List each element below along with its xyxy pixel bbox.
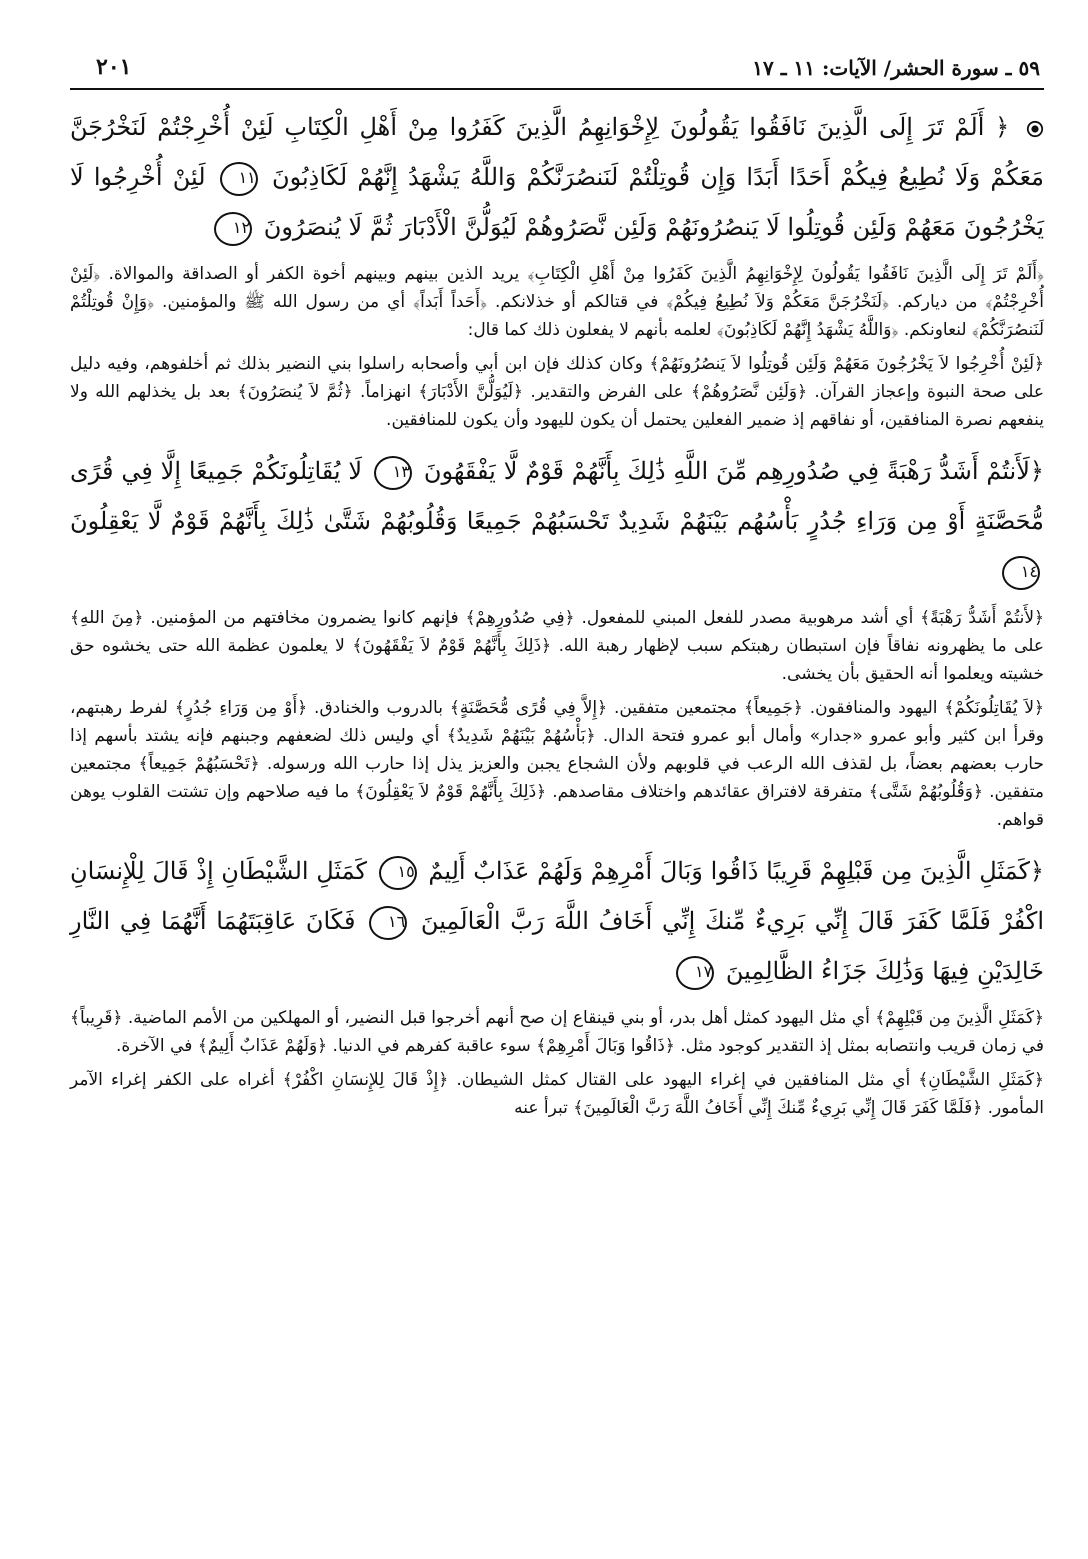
page [70,48,1044,1539]
verse-line: لَنَخْرُجَنَّ مَعَكُمْ وَلَا نُطِيعُ فِيكُمْ أَحَدًا أَبَدًا وَإِن قُوتِلْتُمْ لَنَنصُرَنَّكُمْ وَاللَّهُ يَشْهَدُ إِنَّهُمْ لَكَاذِبُونَ [70,113,1045,191]
quran-verse-block [70,846,1044,996]
verse-line: كَمَثَلِ الشَّيْطَانِ إِذْ قَالَ لِلْإِنسَانِ اكْفُرْ فَلَمَّا كَفَرَ قَالَ إِنِّي بَرِيءٌ مِّنكَ إِنِّي أَخَافُ اللَّهَ رَبَّ الْعَالَمِينَ [70,857,1044,935]
verse-line: لَا يُقَاتِلُونَكُمْ جَمِيعًا إِلَّا فِي قُرًى مُّحَصَّنَةٍ أَوْ مِن وَرَاءِ جُدُرٍ بَأْسُهُم بَيْنَهُمْ شَدِيدٌ تَحْسَبُهُمْ جَمِيعًا وَقُلُوبُهُمْ شَتَّىٰ ذَٰلِكَ بِأَنَّهُمْ قَوْمٌ لَّا [70,457,1044,535]
ayah-number-marker: ١٣ [374,456,412,490]
verse-line: يَعْقِلُونَ [70,507,139,535]
verse-line: ﴿لَأَنتُمْ أَشَدُّ رَهْبَةً فِي صُدُورِهِم مِّنَ اللَّهِ ذَٰلِكَ بِأَنَّهُمْ قَوْمٌ لَّا يَفْقَهُونَ [423,457,1044,485]
commentary-paragraph: ﴿لَئِنْ أُخْرِجُوا لاَ يَخْرُجُونَ مَعَهُمْ وَلَئِن قُوتِلُوا لاَ يَنصُرُونَهُمْ﴾ وكان كذلك فإن ابن أبي وأصحابه راسلوا بني النضير بذلك ثم أخلفوهم، وفيه دليل على صحة النبوة وإعجاز القرآن. ﴿وَلَئِن نَّصَرُوهُمْ﴾ على الفرض والتقدير. ﴿لَيُوَلُّنَّ الأَدْبَارَ﴾ انهزاماً. ﴿ثُمَّ لاَ يُنصَرُونَ﴾ بعد بل يخذلهم الله ولا ينفعهم نصرة المنافقين، أو نفاقهم إذ ضمير الفعلين يحتمل أن يكون لليهود وأن يكون للمنافقين. [70,354,1044,430]
quran-verse-block [70,446,1044,596]
page-number: ٢٠١ [96,54,132,80]
page-header [70,48,1044,90]
verse-line: لَئِنْ أُخْرِجُوا لَا يَخْرُجُونَ مَعَهُمْ وَلَئِن قُوتِلُوا لَا يَنصُرُونَهُمْ وَلَئِن نَّصَرُوهُمْ لَيُوَلُّنَّ الْأَدْبَارَ ثُمَّ لَا يُنصَرُونَ [70,163,1044,241]
commentary-paragraph: ﴿كَمَثَلِ الَّذِينَ مِن قَبْلِهِمْ﴾ أي مثل اليهود كمثل أهل بدر، أو بني قينقاع إن صح أنهم أخرجوا قبل النضير، أو المهلكين من الأمم الماضية. ﴿قَرِيباً﴾ في زمان قريب وانتصابه بمثل إذ التقدير كوجود مثل. ﴿ذَاقُوا وَبَالَ أَمْرِهِمْ﴾ سوء عاقبة كفرهم في الدنيا. ﴿وَلَهُمْ عَذَابٌ أَلِيمٌ﴾ في الآخرة. [70,1008,1044,1056]
verse-line: ﴿ أَلَمْ تَرَ إِلَى الَّذِينَ نَافَقُوا يَقُولُونَ لِإِخْوَانِهِمُ الَّذِينَ كَفَرُوا مِنْ أَهْلِ الْكِتَابِ لَئِنْ أُخْرِجْتُمْ [157,113,1010,141]
verse-line: ﴿كَمَثَلِ الَّذِينَ مِن قَبْلِهِمْ قَرِيبًا ذَاقُوا وَبَالَ أَمْرِهِمْ وَلَهُمْ عَذَابٌ أَلِيمٌ [428,857,1044,885]
ayah-number-marker: ١٢ [214,212,252,246]
ayah-number-marker: ١٧ [676,956,714,990]
commentary-paragraph: ﴿أَلَمْ تَرَ إِلَى الَّذِينَ نَافَقُوا يَقُولُونَ لِإِخْوَانِهِمُ الَّذِينَ كَفَرُوا مِنْ أَهْلِ الْكِتَابِ﴾ يريد الذين بينهم وبينهم أخوة الكفر أو الصداقة والموالاة. ﴿لَئِنْ أُخْرِجْتُمْ﴾ من دياركم. ﴿لَنَخْرُجَنَّ مَعَكُمْ وَلاَ نُطِيعُ فِيكُمْ﴾ في قتالكم أو خذلانكم. ﴿أَحَداً أَبَداً﴾ أي من رسول الله ﷺ والمؤمنين. ﴿وَإِنْ قُوتِلْتُمْ لَنَنصُرَنَّكُمْ﴾ لنعاونكم. ﴿وَاللَّهُ يَشْهَدُ إِنَّهُمْ لَكَاذِبُونَ﴾ لعلمه بأنهم لا يفعلون ذلك كما قال: [70,264,1044,340]
quran-verse-block [70,102,1044,252]
verse-line: فَكَانَ عَاقِبَتَهُمَا أَنَّهُمَا فِي النَّارِ خَالِدَيْنِ فِيهَا وَذَٰلِكَ جَزَاءُ الظَّالِمِينَ [70,907,1044,985]
rosette-ornament-icon [1026,120,1044,138]
commentary-paragraph: ﴿لاَ يُقَاتِلُونَكُمْ﴾ اليهود والمنافقون. ﴿جَمِيعاً﴾ مجتمعين متفقين. ﴿إِلاَّ فِي قُرًى مُّحَصَّنَةٍ﴾ بالدروب والخنادق. ﴿أَوْ مِن وَرَاءِ جُدُرٍ﴾ لفرط رهبتهم، وقرأ ابن كثير وأبو عمرو «جدار» وأمال أبو عمرو فتحة الدال. ﴿بَأْسُهُمْ بَيْنَهُمْ شَدِيدٌ﴾ أي وليس ذلك لضعفهم وجبنهم فإنه يشتد بأسهم إذا حارب بعضهم بعضاً، بل لقذف الله الرعب في قلوبهم ولأن الشجاع يجبن والعزيز يذل إذا حارب الله ورسوله. ﴿تَحْسَبُهُمْ جَمِيعاً﴾ مجتمعين متفقين. ﴿وَقُلُوبُهُمْ شَتَّى﴾ متفرقة لافتراق عقائدهم واختلاف مقاصدهم. ﴿ذَلِكَ بِأَنَّهُمْ قَوْمٌ لاَ يَعْقِلُونَ﴾ ما فيه صلاحهم وإن تشتت القلوب يوهن قواهم. [70,698,1044,830]
commentary-paragraph: ﴿كَمَثَلِ الشَّيْطَانِ﴾ أي مثل المنافقين في إغراء اليهود على القتال كمثل الشيطان. ﴿إِذْ قَالَ لِلإِنسَانِ اكْفُرْ﴾ أغراه على الكفر إغراء الآمر المأمور. ﴿فَلَمَّا كَفَرَ قَالَ إِنِّي بَرِيءٌ مِّنكَ إِنِّي أَخَافُ اللَّهَ رَبَّ الْعَالَمِينَ﴾ تبرأ عنه [70,1070,1044,1118]
commentary-paragraph: ﴿لأَنتُمْ أَشَدُّ رَهْبَةً﴾ أي أشد مرهوبية مصدر للفعل المبني للمفعول. ﴿فِي صُدُورِهِمْ﴾ فإنهم كانوا يضمرون مخافتهم من المؤمنين. ﴿مِنَ اللهِ﴾ على ما يظهرونه نفاقاً فإن استبطان رهبتكم سبب لإظهار رهبة الله. ﴿ذَلِكَ بِأَنَّهُمْ قَوْمٌ لاَ يَفْقَهُونَ﴾ لا يعلمون عظمة الله حتى يخشوه حق خشيته ويعلموا أنه الحقيق بأن يخشى. [70,608,1044,684]
ayah-number-marker: ١٤ [1002,556,1040,590]
surah-title: ٥٩ ـ سورة الحشر/ الآيات: ١١ ـ ١٧ [752,56,1040,80]
ayah-number-marker: ١٥ [379,856,417,890]
ayah-number-marker: ١١ [220,162,258,196]
ayah-number-marker: ١٦ [369,906,407,940]
